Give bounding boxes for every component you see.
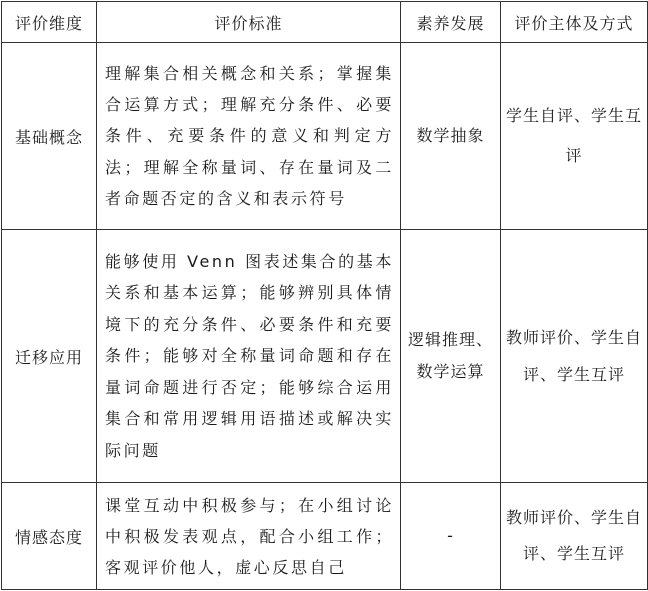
table-row (2, 230, 648, 483)
header-subject: 评价主体及方式 (501, 2, 648, 43)
subject-cell: 学生自评、学生互评 (501, 43, 648, 230)
standard-cell: 课堂互动中积极参与；在小组讨论中积极发表观点，配合小组工作；客观评价他人，虚心反思自己 (97, 483, 401, 590)
header-dimension: 评价维度 (2, 2, 97, 43)
literacy-cell: 逻辑推理、数学运算 (401, 230, 501, 483)
subject-cell: 教师评价、学生自评、学生互评 (501, 483, 648, 590)
dimension-cell: 基础概念 (2, 43, 97, 230)
literacy-cell: - (401, 483, 501, 590)
dimension-cell: 情感态度 (2, 483, 97, 590)
header-literacy: 素养发展 (401, 2, 501, 43)
table-header-row (2, 2, 648, 43)
table-row (2, 43, 648, 230)
standard-cell: 理解集合相关概念和关系；掌握集合运算方式；理解充分条件、必要条件、充要条件的意义和判定方法；理解全称量词、存在量词及二者命题否定的含义和表示符号 (97, 43, 401, 230)
dimension-cell: 迁移应用 (2, 230, 97, 483)
table-row (2, 483, 648, 590)
standard-cell: 能够使用 Venn 图表述集合的基本关系和基本运算；能够辨别具体情境下的充分条件、必要条件和充要条件；能够对全称量词命题和存在量词命题进行否定；能够综合运用集合和常用逻辑用语描述或解决实际问题 (97, 230, 401, 483)
header-standard: 评价标准 (97, 2, 401, 43)
literacy-cell: 数学抽象 (401, 43, 501, 230)
evaluation-table (1, 1, 648, 590)
subject-cell: 教师评价、学生自评、学生互评 (501, 230, 648, 483)
